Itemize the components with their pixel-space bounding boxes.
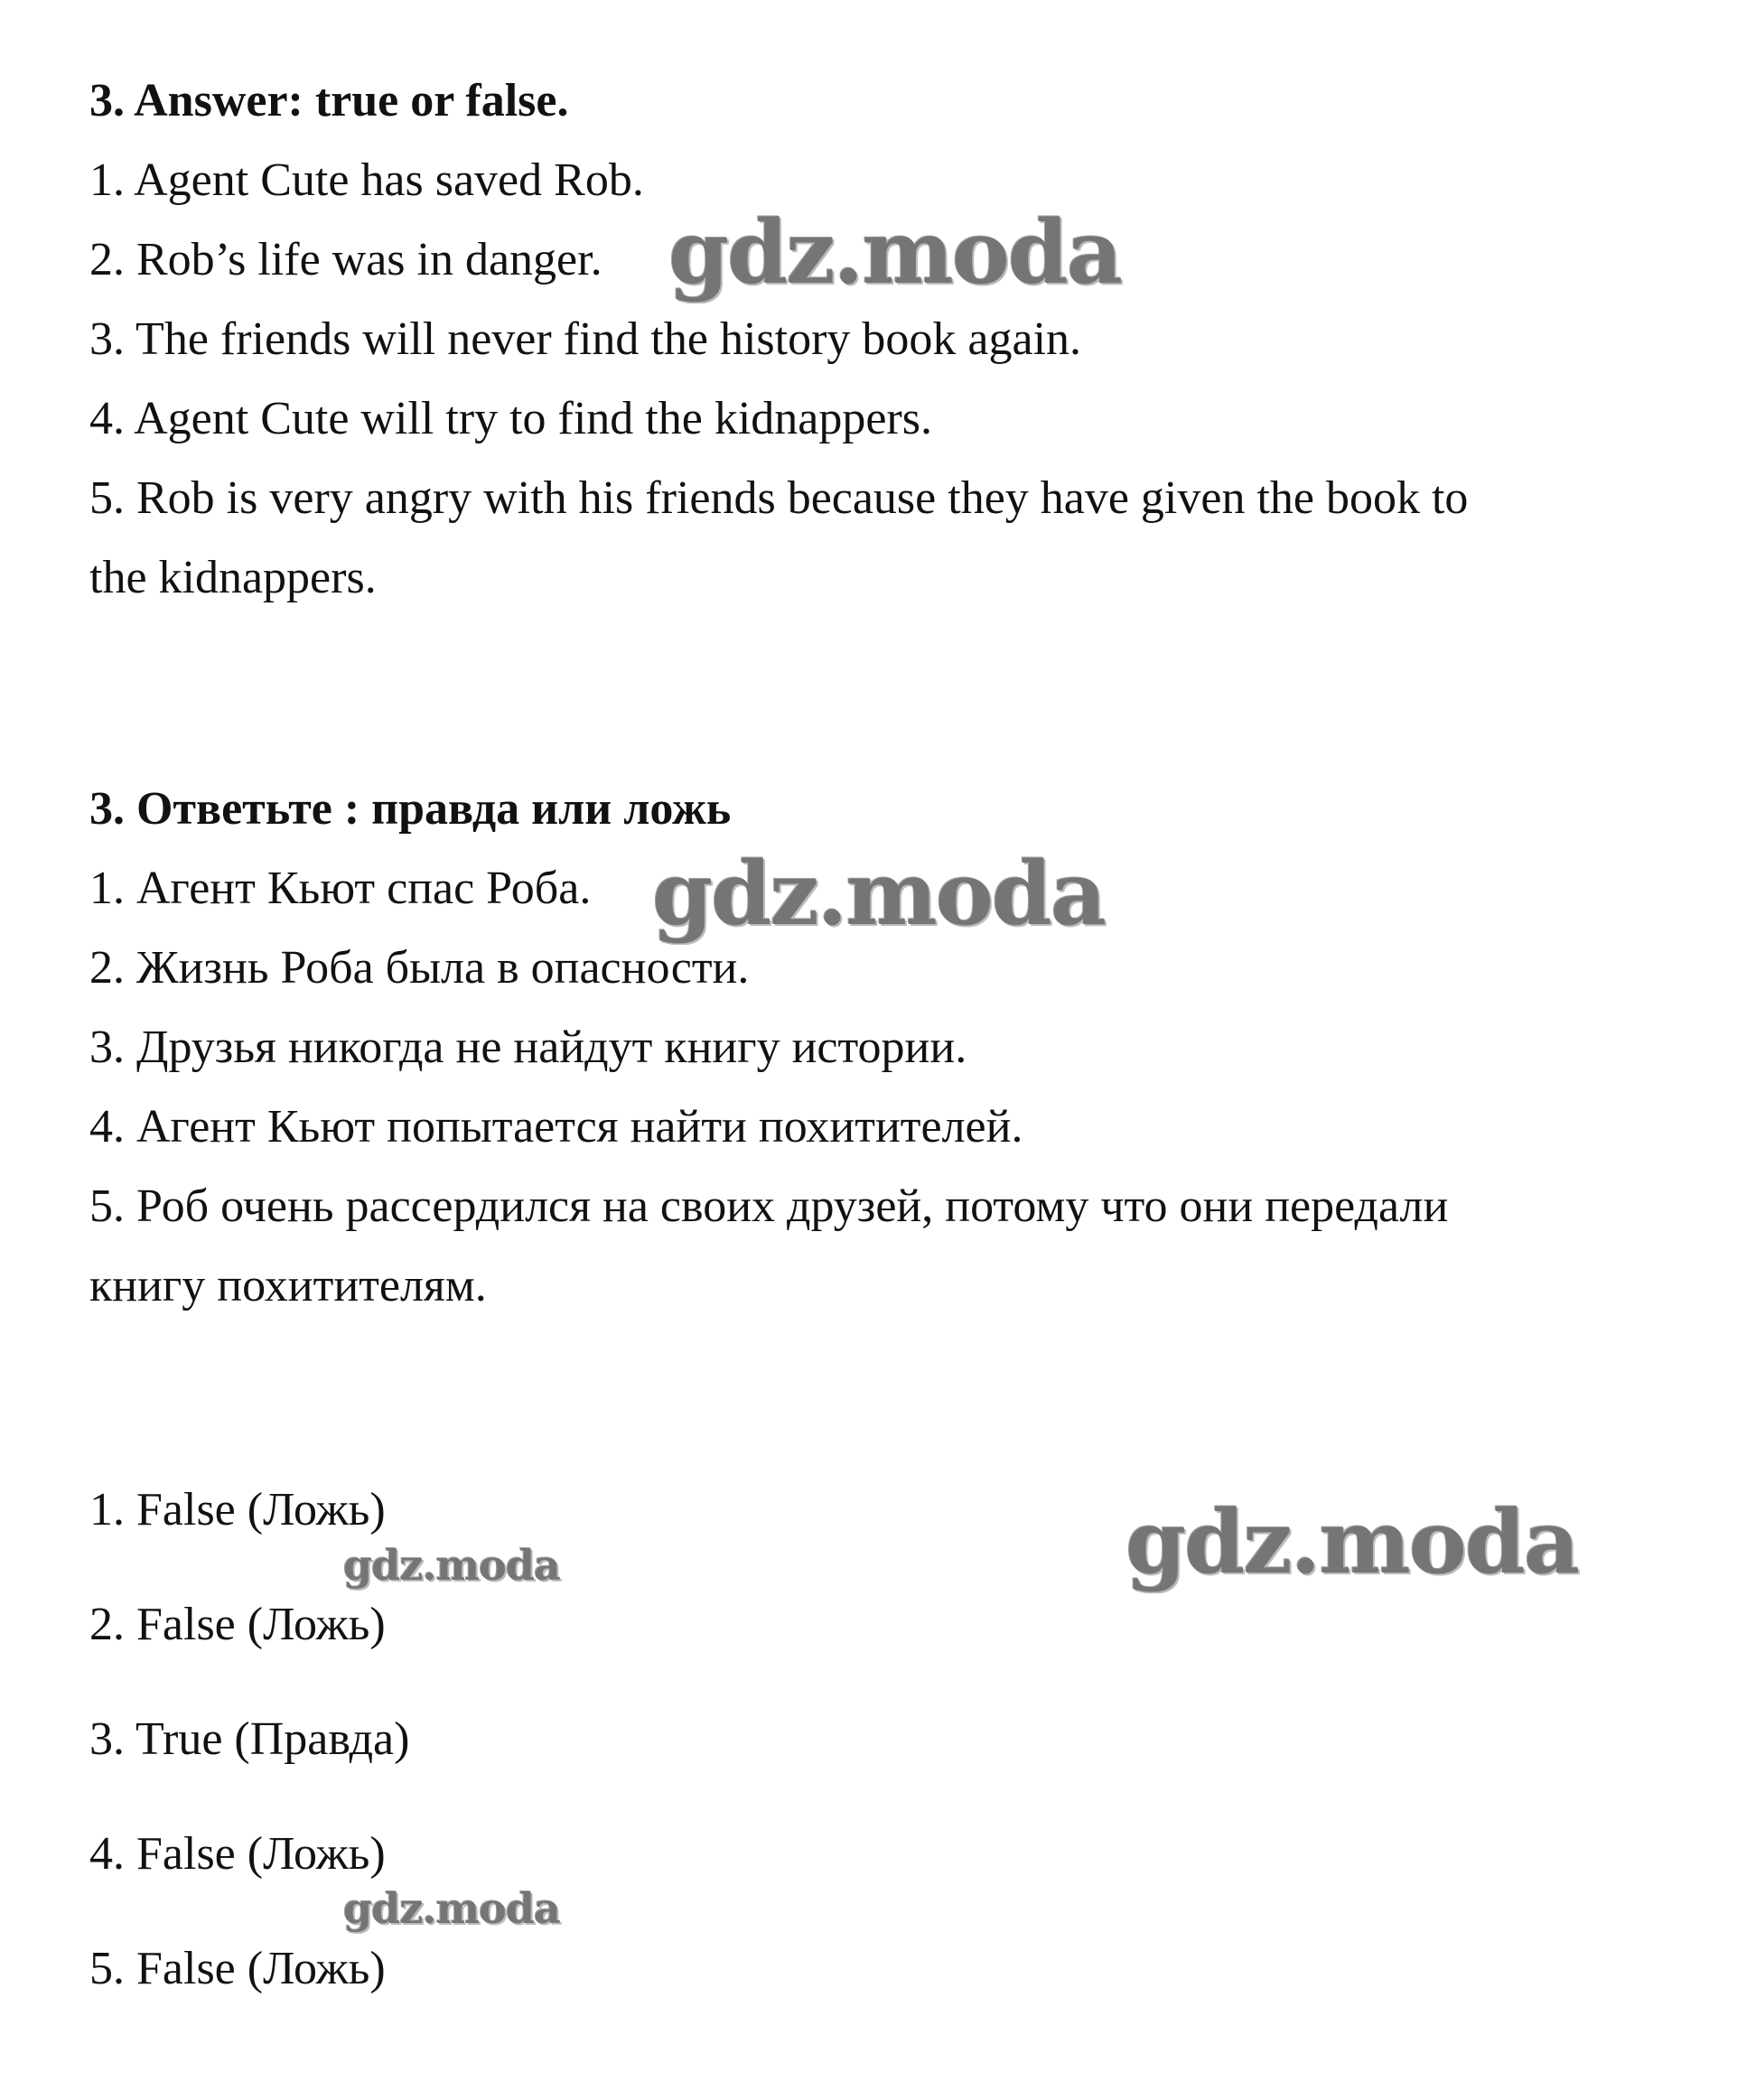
english-item-2: 2. Rob’s life was in danger. [89, 234, 602, 285]
russian-item-5: 5. Роб очень рассердился на своих друзей, потому что они передали [89, 1181, 1449, 1232]
watermark-logo: gdz.moda [668, 201, 1122, 303]
english-heading: 3. Answer: true or false. [89, 75, 569, 126]
english-item-5-continuation: the kidnappers. [89, 552, 377, 603]
answer-2: 2. False (Ложь) [89, 1599, 386, 1650]
english-item-4: 4. Agent Cute will try to find the kidnappers. [89, 393, 932, 444]
russian-item-4: 4. Агент Кьют попытается найти похитителей. [89, 1101, 1023, 1153]
watermark-logo: gdz.moda [343, 1884, 560, 1933]
answer-4: 4. False (Ложь) [89, 1828, 386, 1880]
answer-1: 1. False (Ложь) [89, 1484, 386, 1535]
watermark-logo: gdz.moda [343, 1541, 560, 1590]
russian-item-1: 1. Агент Кьют спас Роба. [89, 863, 592, 914]
watermark-logo: gdz.moda [652, 843, 1106, 945]
russian-item-3: 3. Друзья никогда не найдут книгу истории. [89, 1022, 967, 1073]
answer-5: 5. False (Ложь) [89, 1943, 386, 1994]
english-item-3: 3. The friends will never find the history book again. [89, 313, 1082, 365]
watermark-logo: gdz.moda [1125, 1491, 1579, 1593]
english-item-5: 5. Rob is very angry with his friends because they have given the book to [89, 472, 1469, 524]
russian-heading: 3. Ответьте : правда или ложь [89, 783, 732, 835]
answer-3: 3. True (Правда) [89, 1713, 410, 1765]
russian-item-5-continuation: книгу похитителям. [89, 1260, 487, 1311]
english-item-1: 1. Agent Cute has saved Rob. [89, 154, 644, 206]
russian-item-2: 2. Жизнь Роба была в опасности. [89, 942, 750, 994]
